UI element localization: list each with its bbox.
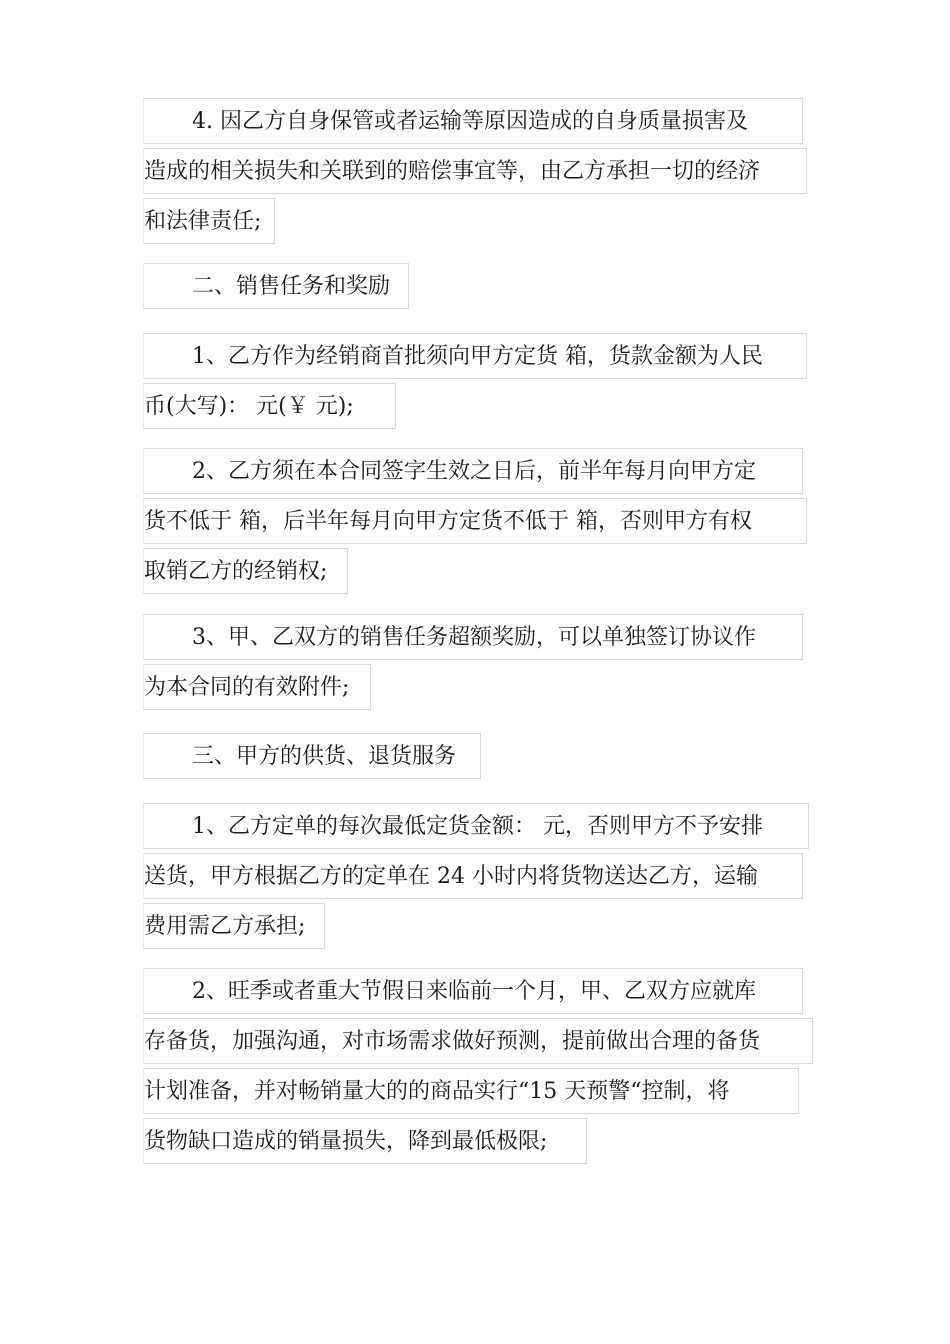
text-line: 1、乙方作为经销商首批须向甲方定货 箱，货款金额为人民 [143,333,807,379]
text-line: 2、旺季或者重大节假日来临前一个月，甲、乙双方应就库 [143,968,803,1014]
text-line: 取销乙方的经销权; [143,548,348,594]
text-line: 和法律责任; [143,198,275,244]
text-line: 货物缺口造成的销量损失，降到最低极限; [143,1118,587,1164]
text-line: 送货，甲方根据乙方的定单在 24 小时内将货物送达乙方，运输 [143,853,803,899]
text-line: 计划准备，并对畅销量大的的商品实行“15 天预警“控制，将 [143,1068,799,1114]
text-line: 费用需乙方承担; [143,903,325,949]
text-line: 币(大写)： 元(￥ 元); [143,383,396,429]
text-line: 存备货，加强沟通，对市场需求做好预测，提前做出合理的备货 [143,1018,813,1064]
text-line: 为本合同的有效附件; [143,664,371,710]
text-line: 三、甲方的供货、退货服务 [143,733,481,779]
text-line: 造成的相关损失和关联到的赔偿事宜等，由乙方承担一切的经济 [143,148,807,194]
text-line: 货不低于 箱，后半年每月向甲方定货不低于 箱，否则甲方有权 [143,498,807,544]
text-line: 3、甲、乙双方的销售任务超额奖励，可以单独签订协议作 [143,614,803,660]
text-line: 4. 因乙方自身保管或者运输等原因造成的自身质量损害及 [143,98,803,144]
text-line: 1、乙方定单的每次最低定货金额： 元，否则甲方不予安排 [143,803,809,849]
text-line: 2、乙方须在本合同签字生效之日后，前半年每月向甲方定 [143,448,803,494]
text-line: 二、销售任务和奖励 [143,263,409,309]
